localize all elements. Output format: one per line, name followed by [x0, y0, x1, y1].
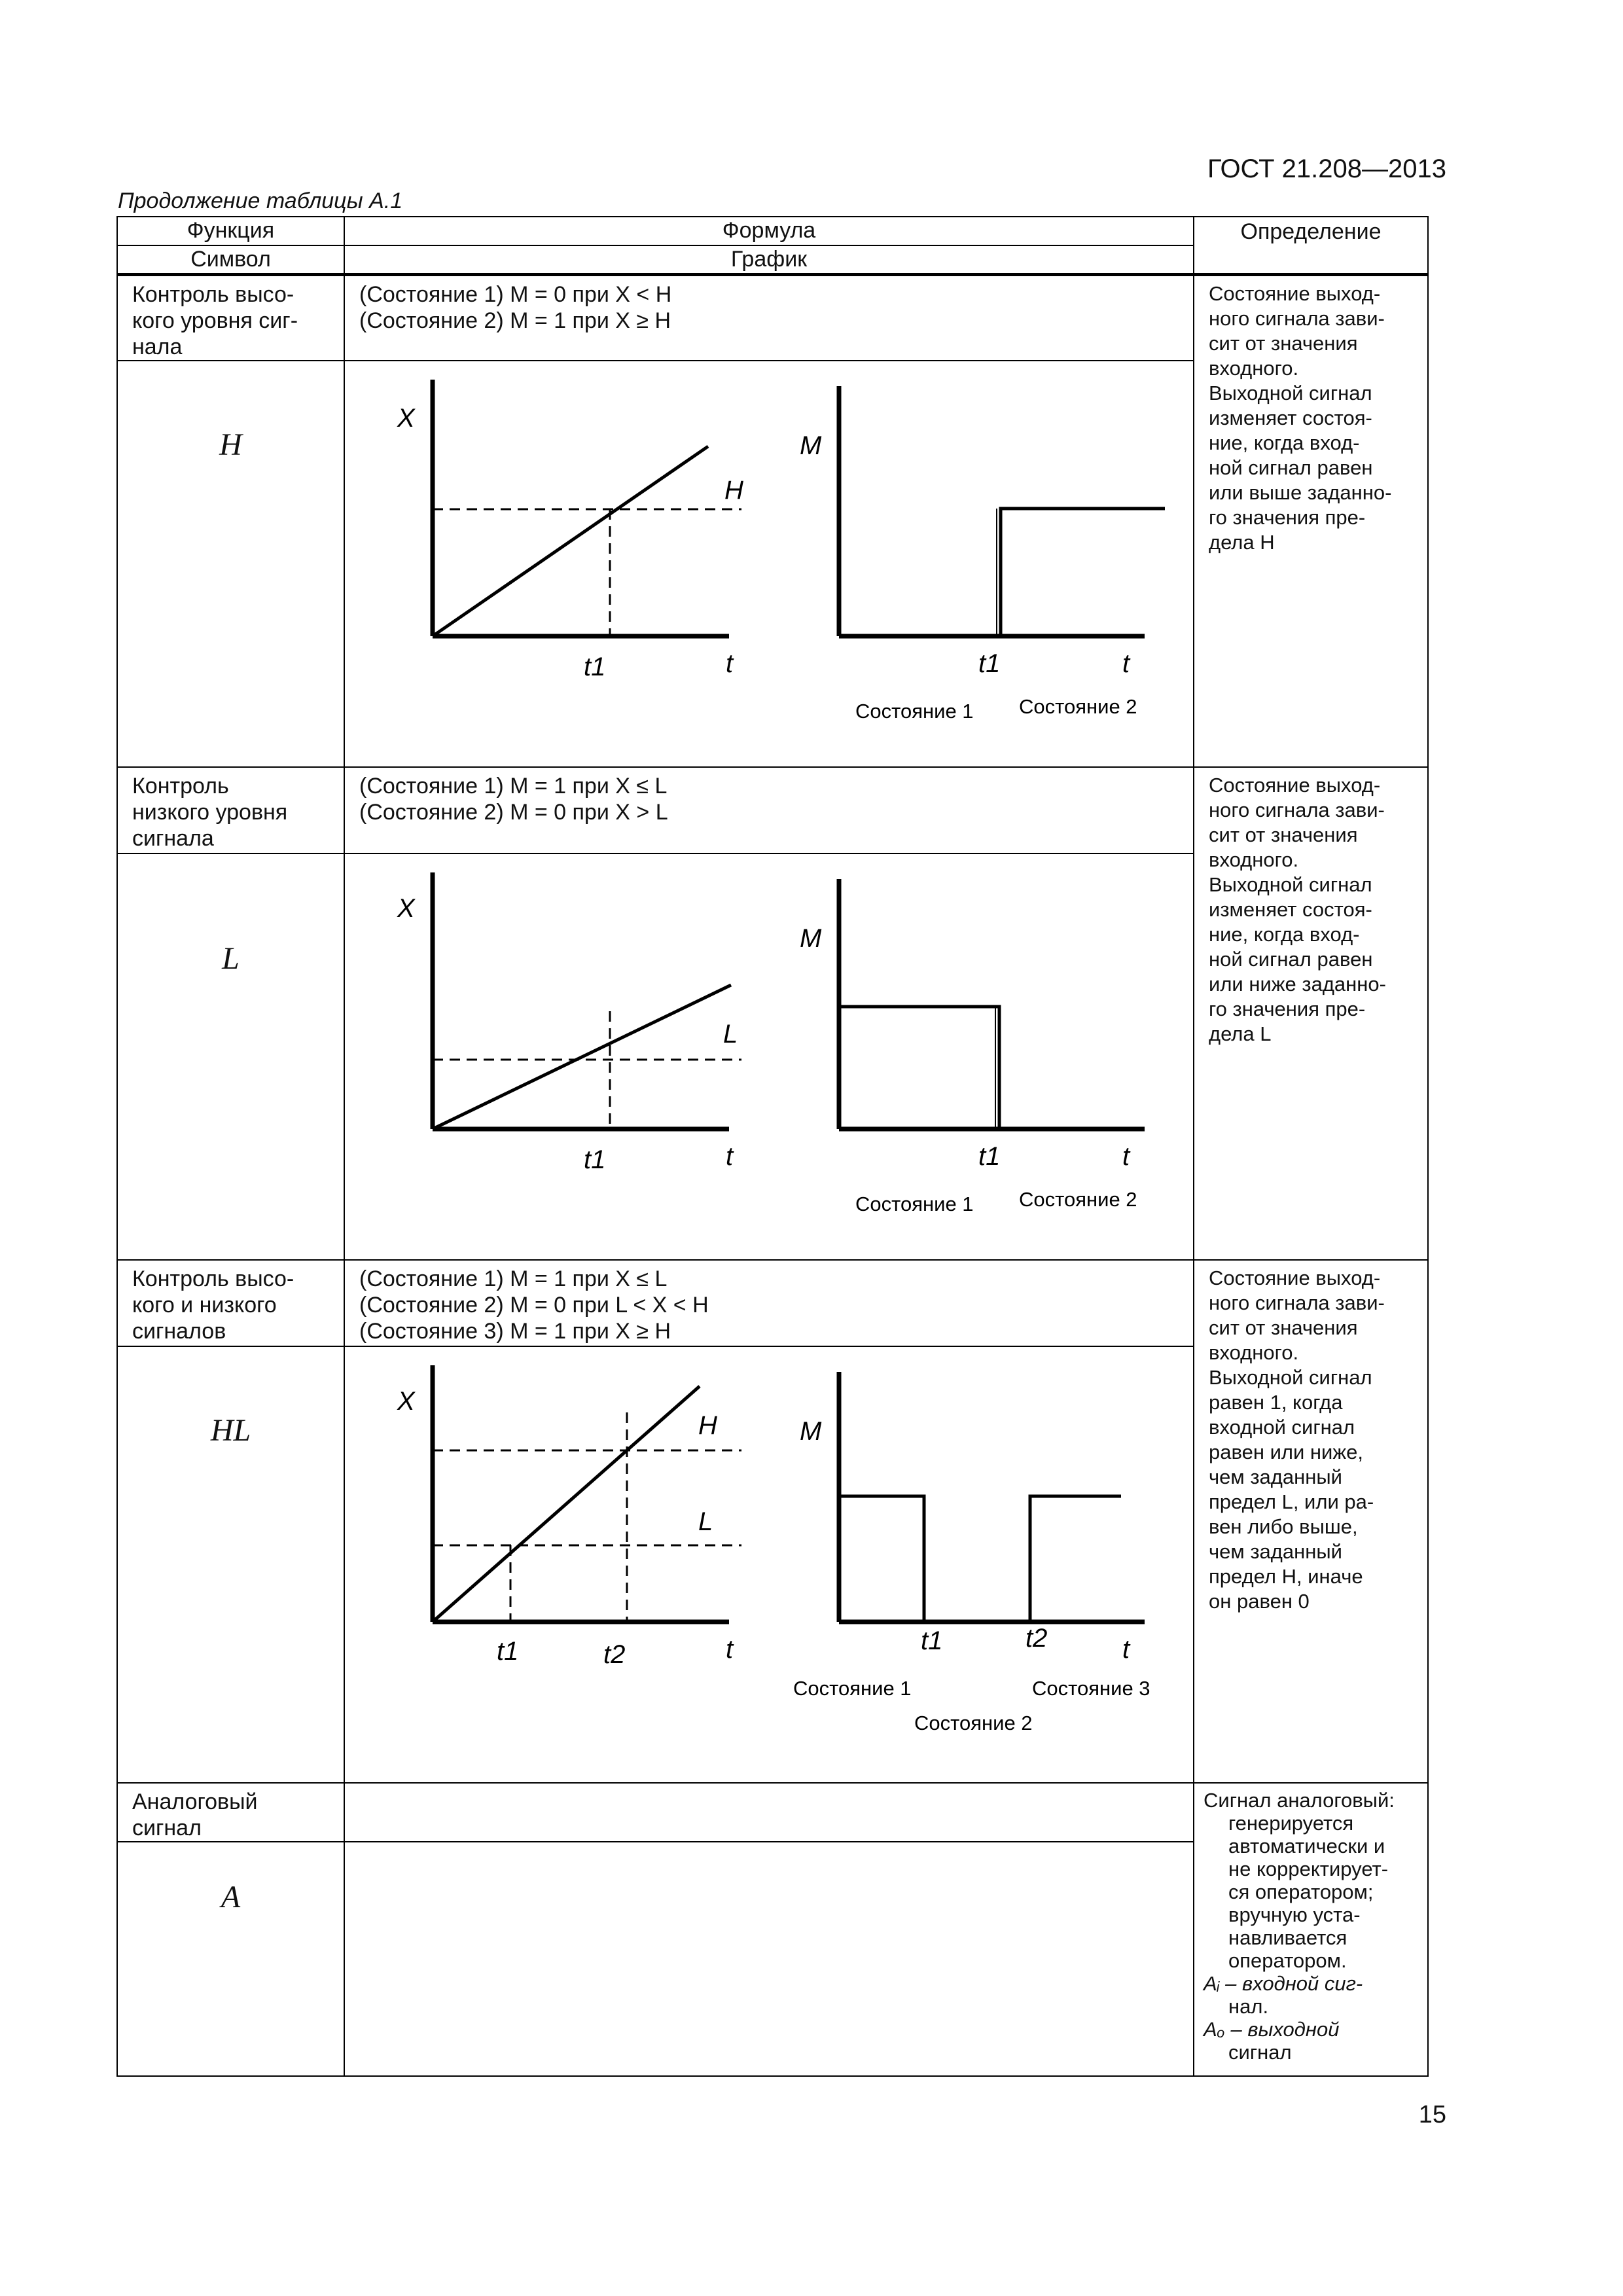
- limit-l-label: L: [698, 1507, 713, 1536]
- row3-symbol: HL: [117, 1346, 344, 1783]
- row4-symbol: A: [117, 1842, 344, 2076]
- state-label: Состояние 1: [855, 1193, 974, 1215]
- row1-function: Контроль высо- кого уровня сиг- нала: [117, 274, 344, 361]
- t-label: t: [726, 1635, 734, 1664]
- t1-label: t1: [584, 653, 606, 681]
- row2-formula: (Состояние 1) M = 1 при X ≤ L (Состояние 2) M = 0 при X > L: [344, 767, 1194, 853]
- limit-label: H: [724, 476, 743, 505]
- row1-graph: [344, 361, 1194, 767]
- col-function-head: Функция: [117, 217, 344, 245]
- row1-definition: Состояние выход- ного сигнала зави- сит от значения входного. Выходной сигнал изменяет состоя- ние, когда вход- ной сигнал равен или выше заданно- го значения пре- дела H: [1194, 274, 1428, 767]
- col-graph-head: График: [344, 245, 1194, 274]
- state-label: Состояние 1: [793, 1677, 912, 1700]
- t-label-m: t: [1122, 1142, 1130, 1171]
- col-formula-head: Формула: [344, 217, 1194, 245]
- row2-symbol: L: [117, 853, 344, 1260]
- limit-label: L: [723, 1020, 738, 1049]
- row4-formula: [344, 1783, 1194, 1842]
- x-axis-label: X: [397, 404, 415, 433]
- row2-definition: Состояние выход- ного сигнала зави- сит от значения входного. Выходной сигнал изменяет состоя- ние, когда вход- ной сигнал равен или ниже заданно- го значения пре- дела L: [1194, 767, 1428, 1260]
- table-continuation-caption: Продолжение таблицы А.1: [118, 188, 403, 213]
- state-label: Состояние 2: [914, 1712, 1033, 1734]
- state-label: Состояние 2: [1019, 1188, 1137, 1211]
- table-a1: [116, 216, 1429, 2077]
- state-label: Состояние 1: [855, 700, 974, 723]
- row2-function: Контроль низкого уровня сигнала: [117, 767, 344, 853]
- graph-high-level: [345, 361, 1193, 761]
- t-label: t: [726, 1142, 734, 1171]
- row3-formula: (Состояние 1) M = 1 при X ≤ L (Состояние 2) M = 0 при L < X < H (Состояние 3) M = 1 при X ≥ H: [344, 1260, 1194, 1346]
- row1-symbol: H: [117, 361, 344, 767]
- row4-graph: [344, 1842, 1194, 2076]
- page-number: 15: [1418, 2101, 1446, 2128]
- row3-definition: Состояние выход- ного сигнала зави- сит от значения входного. Выходной сигнал равен 1, когда входной сигнал равен или ниже, чем заданный предел L, или ра- вен либо выше, чем заданный предел H, иначе он равен 0: [1194, 1260, 1428, 1783]
- t2-label-m: t2: [1026, 1624, 1048, 1653]
- t2-label: t2: [603, 1640, 626, 1669]
- t-label-m: t: [1122, 1635, 1130, 1664]
- t1-label-m: t1: [978, 649, 1001, 678]
- graph-high-low: [345, 1347, 1193, 1776]
- t1-label-m: t1: [978, 1142, 1001, 1171]
- standard-header: ГОСТ 21.208—2013: [1207, 154, 1446, 183]
- state-label: Состояние 2: [1019, 695, 1137, 718]
- state-label: Состояние 3: [1032, 1677, 1150, 1700]
- row3-function: Контроль высо- кого и низкого сигналов: [117, 1260, 344, 1346]
- t-label: t: [726, 649, 734, 678]
- x-axis-label: X: [397, 894, 415, 923]
- m-axis-label: M: [800, 431, 822, 460]
- t1-label: t1: [584, 1145, 606, 1174]
- t1-label-m: t1: [921, 1626, 943, 1655]
- row2-graph: [344, 853, 1194, 1260]
- m-axis-label: M: [800, 1417, 822, 1446]
- graph-low-level: [345, 854, 1193, 1253]
- x-axis-label: X: [397, 1387, 415, 1416]
- row4-function: Аналоговый сигнал: [117, 1783, 344, 1842]
- t-label-m: t: [1122, 649, 1130, 678]
- limit-h-label: H: [698, 1411, 717, 1440]
- m-axis-label: M: [800, 924, 822, 953]
- col-definition-head: Определение: [1194, 217, 1428, 274]
- col-symbol-head: Символ: [117, 245, 344, 274]
- row1-formula: (Состояние 1) M = 0 при X < H (Состояние 2) M = 1 при X ≥ H: [344, 274, 1194, 361]
- row3-graph: [344, 1346, 1194, 1783]
- t1-label: t1: [497, 1637, 519, 1666]
- row4-definition: Сигнал аналоговый: генерируется автоматически и не корректирует- ся оператором; вручную уста- навливается оператором. Aᵢ – входной сиг- нал. Aₒ – выходной сигнал: [1194, 1783, 1428, 2076]
